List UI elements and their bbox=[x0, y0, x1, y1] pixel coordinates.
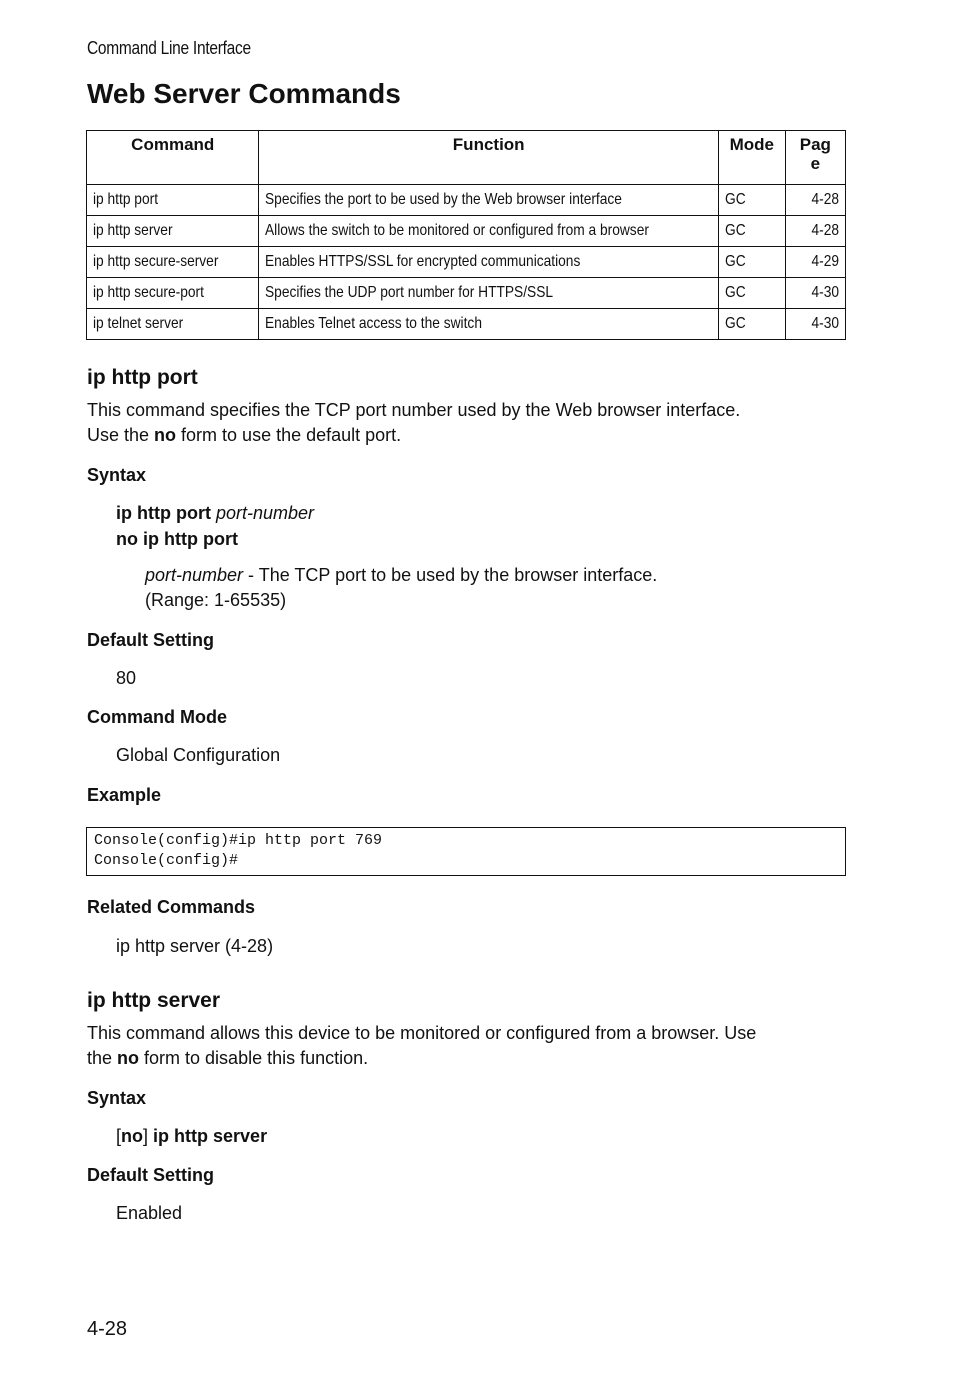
cell-function: Enables Telnet access to the switch bbox=[265, 315, 483, 332]
parameter-description bbox=[145, 563, 785, 613]
cell-page: 4-29 bbox=[811, 253, 839, 270]
section-title-ip-http-port: ip http port bbox=[87, 366, 198, 389]
syntax-parameter: port-number bbox=[215, 503, 315, 523]
table-row bbox=[87, 309, 846, 340]
column-header-command: Command bbox=[87, 131, 259, 185]
code-line: Console(config)#ip http port 769 bbox=[94, 832, 383, 849]
column-header-mode: Mode bbox=[718, 131, 785, 185]
cell-mode: GC bbox=[724, 253, 746, 270]
section-title-ip-http-server: ip http server bbox=[87, 989, 221, 1012]
cell-command: ip http server bbox=[93, 222, 173, 239]
cell-mode: GC bbox=[724, 315, 746, 332]
syntax-no-form: no ip http port bbox=[116, 529, 238, 549]
syntax-block bbox=[116, 1123, 267, 1149]
syntax-heading: Syntax bbox=[87, 465, 147, 485]
table-row bbox=[87, 247, 846, 278]
no-keyword: no bbox=[117, 1048, 140, 1068]
syntax-block bbox=[116, 500, 314, 552]
cell-page: 4-28 bbox=[811, 191, 839, 208]
cell-mode: GC bbox=[724, 222, 746, 239]
cell-command: ip http secure-port bbox=[93, 284, 204, 301]
command-table bbox=[86, 130, 846, 340]
cell-mode: GC bbox=[724, 284, 746, 301]
cell-function: Allows the switch to be monitored or configured from a browser bbox=[265, 222, 650, 239]
code-line: Console(config)# bbox=[94, 852, 239, 869]
default-setting-heading: Default Setting bbox=[87, 630, 215, 650]
parameter-range: (Range: 1-65535) bbox=[145, 590, 287, 610]
page-title: Web Server Commands bbox=[87, 78, 401, 109]
description-line: This command allows this device to be monitored or configured from a browser. Use bbox=[87, 1023, 757, 1043]
cell-command: ip http secure-server bbox=[93, 253, 219, 270]
cell-command: ip http port bbox=[93, 191, 159, 208]
parameter-text: - The TCP port to be used by the browser interface. bbox=[243, 565, 658, 585]
no-keyword: no bbox=[154, 425, 177, 445]
command-mode-heading: Command Mode bbox=[87, 707, 228, 727]
syntax-bracket-close: ] bbox=[143, 1126, 149, 1146]
syntax-command: ip http port bbox=[116, 503, 211, 523]
syntax-no-keyword: no bbox=[121, 1126, 144, 1146]
column-header-page-line2: e bbox=[810, 154, 821, 173]
description-text: form to disable this function. bbox=[139, 1048, 369, 1068]
example-heading: Example bbox=[87, 785, 162, 805]
parameter-name: port-number bbox=[145, 565, 244, 585]
page-number: 4-28 bbox=[87, 1318, 128, 1340]
syntax-command: ip http server bbox=[153, 1126, 268, 1146]
cell-function: Enables HTTPS/SSL for encrypted communications bbox=[265, 253, 581, 270]
table-row bbox=[87, 216, 846, 247]
column-header-page bbox=[785, 131, 845, 185]
table-header-row bbox=[87, 131, 846, 185]
section-description bbox=[87, 1021, 857, 1071]
table-row bbox=[87, 185, 846, 216]
example-code-box bbox=[86, 827, 846, 876]
description-line: This command specifies the TCP port number used by the Web browser interface. bbox=[87, 400, 741, 420]
cell-page: 4-30 bbox=[811, 284, 839, 301]
description-text: the bbox=[87, 1048, 118, 1068]
syntax-heading: Syntax bbox=[87, 1088, 147, 1108]
column-header-page-line1: Pag bbox=[799, 135, 831, 154]
running-header: Command Line Interface bbox=[87, 38, 251, 58]
cell-mode: GC bbox=[724, 191, 746, 208]
cell-page: 4-30 bbox=[811, 315, 839, 332]
default-setting-value: Enabled bbox=[116, 1203, 183, 1223]
description-text: form to use the default port. bbox=[176, 425, 402, 445]
description-text: Use the bbox=[87, 425, 155, 445]
column-header-function: Function bbox=[259, 131, 718, 185]
section-description bbox=[87, 398, 857, 448]
related-command-link: ip http server (4-28) bbox=[116, 936, 274, 956]
default-setting-heading: Default Setting bbox=[87, 1165, 215, 1185]
table-row bbox=[87, 278, 846, 309]
cell-function: Specifies the UDP port number for HTTPS/SSL bbox=[265, 284, 554, 301]
command-mode-value: Global Configuration bbox=[116, 745, 281, 765]
related-commands-heading: Related Commands bbox=[87, 897, 256, 917]
syntax-bracket-open: [ bbox=[116, 1126, 122, 1146]
default-setting-value: 80 bbox=[116, 668, 137, 688]
cell-function: Specifies the port to be used by the Web browser interface bbox=[265, 191, 623, 208]
cell-page: 4-28 bbox=[811, 222, 839, 239]
cell-command: ip telnet server bbox=[93, 315, 184, 332]
